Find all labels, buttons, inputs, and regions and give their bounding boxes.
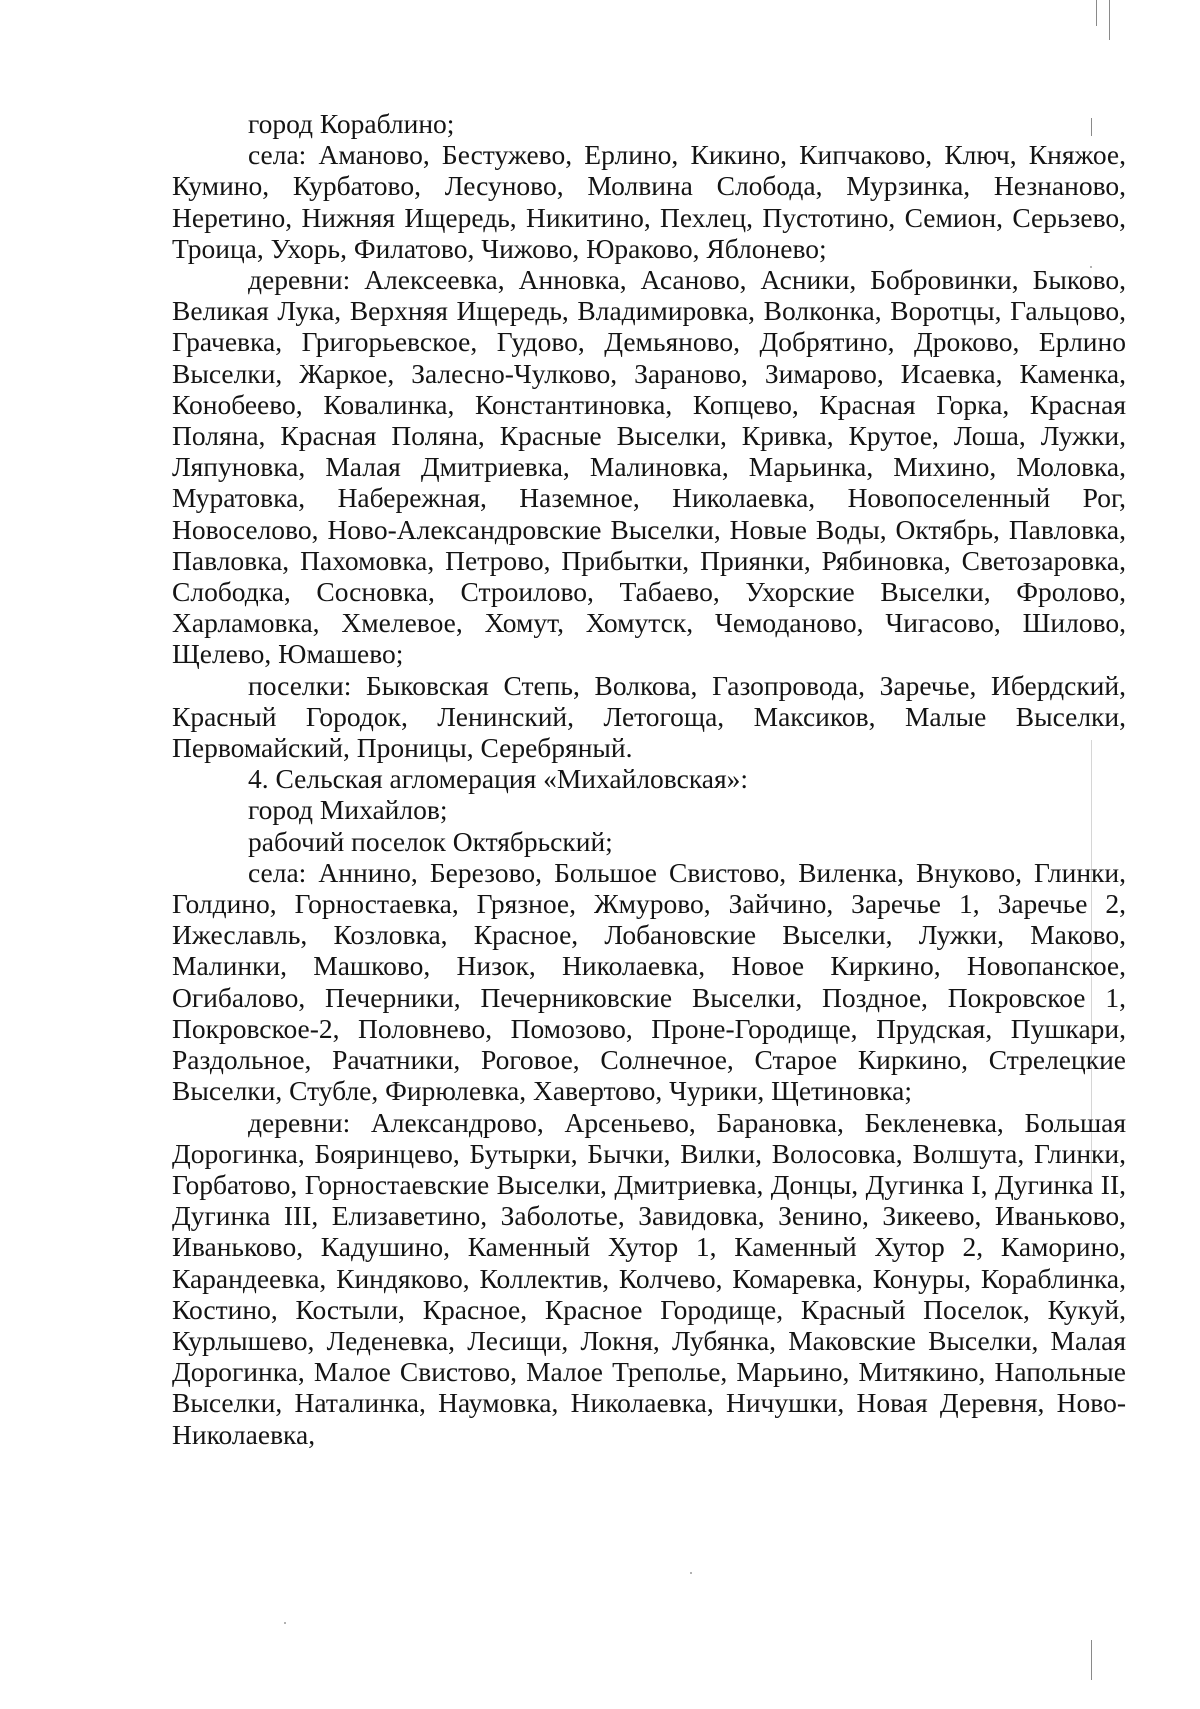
scan-artifact-line xyxy=(1091,1640,1092,1680)
paragraph-city-mikhailov: город Михайлов; xyxy=(248,794,448,826)
paragraph-city-korablino: город Кораблино; xyxy=(248,108,455,139)
paragraph-mikhailov-sela: села: Аннино, Березово, Большое Свистово, Виленка, Внуково, Глинки, Голдино, Горностаевка, Грязное, Жмурово, Зайчино, Заречье 1, Заречье 2, Ижеславль, Козловка, Красное, Лобановские Выселки, Лужки, Маково, Малинки, Машково, Низок, Николаевка, Новое Киркино, Новопанское, Огибалово, Печерники, Печерниковские Выселки, Поздное, Покровское 1, Покровское-2, Половнево, Помозово, Проне-Городище, Прудская, Пушкари, Раздольное, Рачатники, Роговое, Солнечное, Старое Киркино, Стрелецкие Выселки, Стубле, Фирюлевка, Хавертово, Чурики, Щетиновка; xyxy=(172,856,1126,1107)
scan-artifact-line xyxy=(1109,0,1110,40)
scan-artifact-speck xyxy=(690,1572,692,1574)
scan-artifact-speck xyxy=(284,1622,286,1624)
paragraph-villages-sela: села: Аманово, Бестужево, Ерлино, Кикино, Кипчаково, Ключ, Княжое, Кумино, Курбатово, Лесуново, Молвина Слобода, Мурзинка, Незнаново, Неретино, Нижняя Ищередь, Никитино, Пехлец, Пустотино, Семион, Серьзево, Троица, Ухорь, Филатово, Чижово, Юраково, Яблонево; xyxy=(172,139,1126,264)
section-heading-mikhailovskaya: 4. Сельская агломерация «Михайловская»: xyxy=(248,763,749,795)
paragraph-mikhailov-derevni: деревни: Александрово, Арсеньево, Барановка, Бекленевка, Большая Дорогинка, Бояринцево, Бутырки, Бычки, Вилки, Волосовка, Волшута, Глинки, Горбатово, Горностаевские Выселки, Дмитриевка, Донцы, Дугинка I, Дугинка II, Дугинка III, Елизаветино, Заболотье, Завидовка, Зенино, Зикеево, Иваньково, Иваньково, Кадушино, Каменный Хутор 1, Каменный Хутор 2, Каморино, Карандеевка, Киндяково, Коллектив, Колчево, Комаревка, Конуры, Кораблинка, Костино, Костыли, Красное, Красное Городище, Красный Поселок, Кукуй, Курлышево, Леденевка, Лесищи, Локня, Лубянка, Маковские Выселки, Малая Дорогинка, Малое Свистово, Малое Треполье, Марьино, Митякино, Напольные Выселки, Наталинка, Наумовка, Николаевка, Ничушки, Новая Деревня, Ново-Николаевка, xyxy=(172,1106,1126,1450)
paragraph-villages-derevni: деревни: Алексеевка, Анновка, Асаново, Асники, Бобровинки, Быково, Великая Лука, Верхняя Ищередь, Владимировка, Волконка, Воротцы, Гальцово, Грачевка, Григорьевское, Гудово, Демьяново, Добрятино, Дроково, Ерлино Выселки, Жаркое, Залесно-Чулково, Зараново, Зимарово, Исаевка, Каменка, Конобеево, Ковалинка, Константиновка, Копцево, Красная Горка, Красная Поляна, Красная Поляна, Красные Выселки, Кривка, Крутое, Лоша, Лужки, Ляпуновка, Малая Дмитриевка, Малиновка, Марьинка, Михино, Моловка, Муратовка, Набережная, Наземное, Николаевка, Новопоселенный Рог, Новоселово, Ново-Александровские Выселки, Новые Воды, Октябрь, Павловка, Павловка, Пахомовка, Петрово, Прибытки, Приянки, Рябиновка, Светозаровка, Слободка, Сосновка, Строилово, Табаево, Ухорские Выселки, Фролово, Харламовка, Хмелевое, Хомут, Хомутск, Чемоданово, Чигасово, Шилово, Щелево, Юмашево; xyxy=(172,264,1126,670)
document-body xyxy=(172,108,1126,1450)
paragraph-settlements-poselki: поселки: Быковская Степь, Волкова, Газопровода, Заречье, Ибердский, Красный Городок, Ленинский, Летогоща, Максиков, Малые Выселки, Первомайский, Проницы, Серебряный. xyxy=(172,669,1126,764)
scan-artifact-line xyxy=(1096,0,1097,26)
paragraph-workers-settlement: рабочий поселок Октябрьский; xyxy=(248,825,613,857)
